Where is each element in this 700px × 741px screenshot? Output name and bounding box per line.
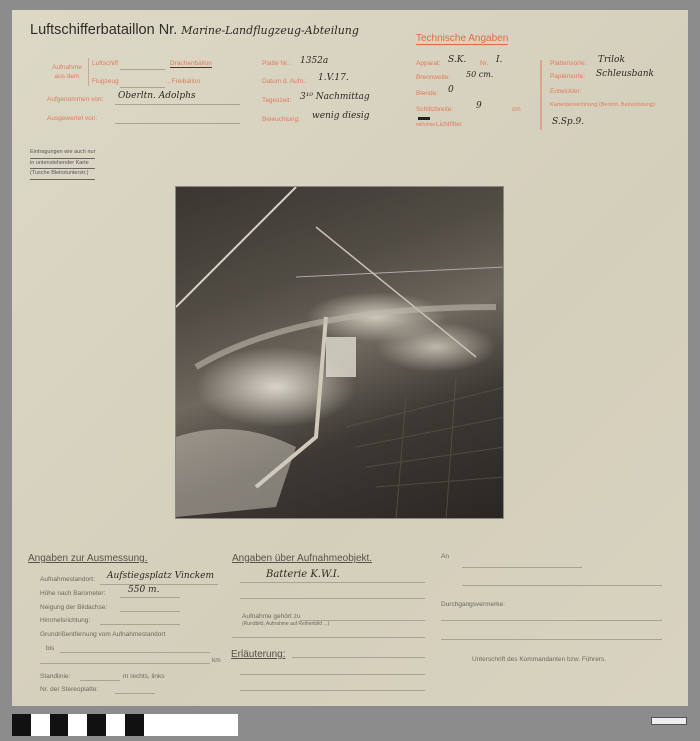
aufgenommen-value: Oberltn. Adolphs (118, 91, 196, 101)
papiersorte-label: Papiersorte: (550, 73, 586, 80)
luftschiff-label: Luftschiff (92, 60, 118, 67)
aufnahmeobjekt-heading: Angaben über Aufnahmeobjekt. (232, 553, 373, 564)
brennweite-value: 50 cm. (466, 70, 494, 79)
gehoert-label: Aufnahme gehört zu (242, 613, 301, 620)
papiersorte-value: Schleusbank (596, 69, 654, 79)
ausgewertet-label: Ausgewertet von: (47, 115, 98, 122)
standort-value: Aufstiegsplatz Vinckem (107, 571, 215, 581)
strike-mark (418, 117, 430, 120)
durchgang-label: Durchgangsvermerke: (441, 601, 505, 608)
himmelsrichtung-label: Himmelsrichtung: (40, 617, 91, 624)
standort-label: Aufnahmestandort: (40, 576, 95, 583)
mit-ohne-label: mit/ohne (416, 122, 436, 128)
blende-label: Blende: (416, 90, 439, 97)
cm-label: cm (512, 106, 521, 113)
unit-handwritten: Marine-Landflugzeug-Abteilung (181, 24, 359, 37)
kartenbezeichnung-label: Kartenbezeichnung (Bericht, Bezeichnung): (550, 102, 657, 108)
datum-value: 1.V.17. (318, 73, 349, 83)
freiballon-label: , Freiballon (168, 78, 201, 85)
aerial-photograph (175, 186, 504, 519)
tageszeit-label: Tageszeit: (262, 97, 292, 104)
aufnahmeobjekt-value: Batterie K.W.I. (266, 569, 340, 580)
kartenbezeichnung-value: S.Sp.9. (552, 117, 585, 127)
unterschrift-label: Unterschrift des Kommandanten bzw. Führers. (472, 656, 607, 663)
datum-label: Datum d. Aufn.: (262, 78, 307, 85)
stereo-label: Nr. der Stereoplatte: (40, 686, 99, 693)
entfernung-label: Grundrißentfernung vom Aufnahmestandort (40, 631, 166, 638)
flugzeug-label: Flugzeug (92, 78, 119, 85)
aerial-photo-detail (176, 187, 504, 519)
bis-label: bis (46, 645, 55, 652)
schlitzbreite-value: 9 (476, 101, 482, 111)
plattensorte-value: Trilok (598, 55, 625, 65)
neigung-label: Neigung der Bildachse: (40, 604, 108, 611)
entwickler-label: Entwickler: (550, 88, 582, 95)
gehoert-sub: (Rundbild, Aufnahme auf Reihenbild ...) (242, 621, 330, 627)
hoehe-value: 550 m. (128, 585, 160, 595)
lichtfilter-label: Lichtfilter (436, 121, 463, 128)
km-label: km (212, 657, 221, 664)
beleuchtung-label: Beleuchtung: (262, 116, 300, 123)
nr-label: Nr. (480, 60, 489, 67)
apparat-value: S.K. (448, 55, 467, 65)
apparat-label: Apparat: (416, 60, 441, 67)
plattensorte-label: Plattensorte: (550, 60, 587, 67)
drachenballon-label: Drachenballon (170, 60, 212, 67)
hoehe-label: Höhe nach Barometer: (40, 590, 106, 597)
platte-label: Platte Nr.: (262, 60, 291, 67)
an-label: An (441, 553, 449, 560)
platte-value: 1352a (300, 56, 329, 66)
nr-value: I. (496, 55, 503, 65)
aufnahme-label: Aufnahme aus dem (52, 64, 82, 80)
divider (540, 60, 542, 130)
color-calibration-strip (12, 714, 238, 736)
erlaeuterung-heading: Erläuterung: (231, 649, 286, 660)
blende-value: 0 (448, 85, 454, 95)
aufgenommen-label: Aufgenommen von: (47, 96, 104, 103)
standlinie-label: Standlinie: (40, 673, 71, 680)
tageszeit-value: 3¹⁰ Nachmittag (300, 92, 370, 102)
ausmessung-heading: Angaben zur Ausmessung. (28, 553, 148, 564)
form-title: Luftschifferbataillon Nr. Marine-Landflugzeug-Abteilung (30, 22, 359, 38)
beleuchtung-value: wenig diesig (312, 111, 370, 121)
schlitzbreite-label: Schlitzbreite: (416, 106, 454, 113)
bracket (88, 58, 89, 86)
technical-heading: Technische Angaben (416, 33, 509, 44)
archive-label (651, 717, 687, 725)
brennweite-label: Brennweite: (416, 74, 451, 81)
rechts-links-label: m rechts, links (123, 673, 165, 680)
instruction-note: Eintragungen wie auch nur in untenstehender Karte (Tusche Bleirotunterstr.) (30, 148, 95, 180)
